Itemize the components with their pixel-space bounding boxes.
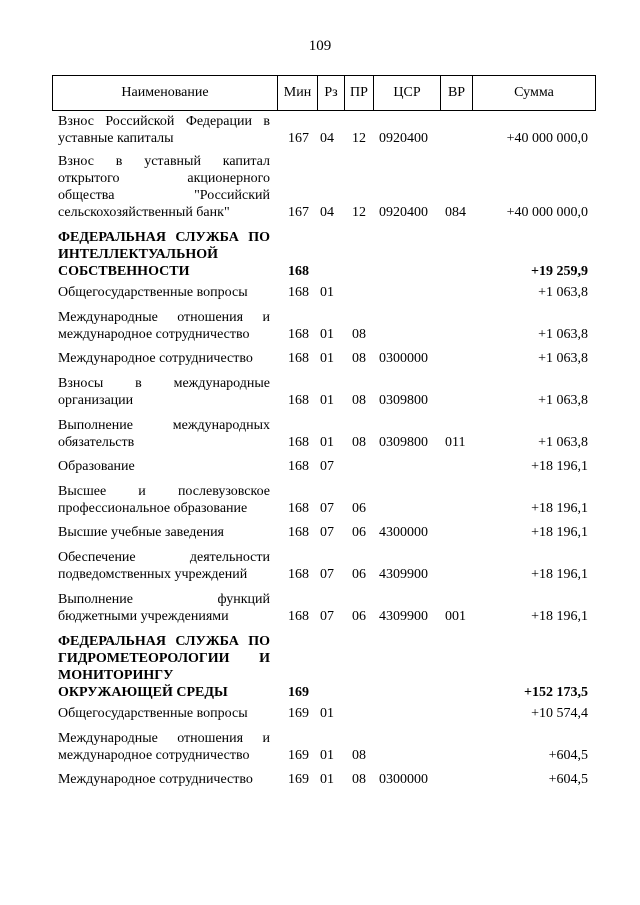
- cell-rz: 01: [320, 393, 334, 408]
- cell-min: 169: [288, 748, 309, 763]
- row-name: [58, 524, 270, 541]
- row-name-line: Общегосударственные вопросы: [58, 285, 248, 300]
- table-row: [0, 549, 640, 583]
- cell-pr: 08: [352, 327, 366, 342]
- row-name: [58, 113, 270, 147]
- table-row: [0, 350, 640, 367]
- row-name-line: Выполнение функций: [58, 592, 270, 607]
- table-row: [0, 705, 640, 722]
- row-name-line: СОБСТВЕННОСТИ: [58, 264, 190, 279]
- row-name-line: Общегосударственные вопросы: [58, 706, 248, 721]
- row-name: [58, 350, 270, 367]
- cell-sum: +10 574,4: [531, 706, 588, 721]
- cell-csr: 4300000: [379, 525, 428, 540]
- page-number: 109: [308, 38, 332, 54]
- cell-rz: 04: [320, 205, 334, 220]
- header-vr: ВР: [440, 76, 472, 110]
- cell-pr: 12: [352, 131, 366, 146]
- cell-rz: 01: [320, 748, 334, 763]
- table-row: [0, 229, 640, 280]
- row-name: [58, 633, 270, 701]
- row-name: [58, 284, 270, 301]
- cell-sum: +19 259,9: [531, 264, 588, 279]
- cell-csr: 0309800: [379, 435, 428, 450]
- row-name-line: Международное сотрудничество: [58, 772, 253, 787]
- table-row: [0, 591, 640, 625]
- cell-csr: 0309800: [379, 393, 428, 408]
- cell-sum: +18 196,1: [531, 525, 588, 540]
- cell-csr: 0920400: [379, 131, 428, 146]
- row-name: [58, 705, 270, 722]
- row-name-line: ОКРУЖАЮЩЕЙ СРЕДЫ: [58, 685, 228, 700]
- row-name-line: обязательств: [58, 435, 135, 450]
- header-min: Мин: [277, 76, 317, 110]
- row-name-line: ИНТЕЛЛЕКТУАЛЬНОЙ: [58, 247, 219, 262]
- table-row: [0, 375, 640, 409]
- cell-sum: +1 063,8: [538, 327, 588, 342]
- cell-min: 168: [288, 525, 309, 540]
- table-row: [0, 633, 640, 701]
- table-row: [0, 153, 640, 221]
- row-name: [58, 153, 270, 221]
- cell-pr: 08: [352, 393, 366, 408]
- row-name: [58, 730, 270, 764]
- row-name-line: Взнос Российской Федерации в: [58, 114, 270, 129]
- cell-min: 168: [288, 567, 309, 582]
- cell-csr: 0300000: [379, 351, 428, 366]
- row-name-line: организации: [58, 393, 134, 408]
- row-name: [58, 309, 270, 343]
- cell-min: 167: [288, 131, 309, 146]
- cell-min: 169: [288, 772, 309, 787]
- row-name-line: Международные отношения и: [58, 731, 270, 746]
- cell-min: 168: [288, 435, 309, 450]
- cell-sum: +18 196,1: [531, 501, 588, 516]
- cell-sum: +18 196,1: [531, 567, 588, 582]
- cell-min: 168: [288, 351, 309, 366]
- cell-sum: +40 000 000,0: [506, 131, 588, 146]
- cell-min: 168: [288, 501, 309, 516]
- row-name-line: Взносы в международные: [58, 376, 270, 391]
- row-name-line: открытого акционерного: [58, 171, 270, 186]
- cell-rz: 01: [320, 327, 334, 342]
- row-name-line: Международное сотрудничество: [58, 351, 253, 366]
- row-name: [58, 417, 270, 451]
- row-name-line: Международные отношения и: [58, 310, 270, 325]
- table-row: [0, 730, 640, 764]
- cell-rz: 01: [320, 435, 334, 450]
- cell-sum: +18 196,1: [531, 459, 588, 474]
- cell-sum: +18 196,1: [531, 609, 588, 624]
- cell-min: 167: [288, 205, 309, 220]
- header-rz: Рз: [317, 76, 344, 110]
- table-row: [0, 309, 640, 343]
- row-name-line: ГИДРОМЕТЕОРОЛОГИИ И: [58, 651, 270, 666]
- cell-pr: 12: [352, 205, 366, 220]
- cell-vr: 001: [445, 609, 466, 624]
- table-row: [0, 458, 640, 475]
- cell-min: 168: [288, 459, 309, 474]
- row-name-line: общества "Российский: [58, 188, 270, 203]
- header-csr: ЦСР: [373, 76, 440, 110]
- cell-min: 168: [288, 285, 309, 300]
- cell-sum: +152 173,5: [524, 685, 588, 700]
- cell-rz: 01: [320, 772, 334, 787]
- cell-min: 168: [288, 393, 309, 408]
- row-name: [58, 549, 270, 583]
- row-name: [58, 458, 270, 475]
- cell-sum: +1 063,8: [538, 285, 588, 300]
- cell-rz: 04: [320, 131, 334, 146]
- cell-rz: 07: [320, 567, 334, 582]
- cell-min: 168: [288, 327, 309, 342]
- row-name-line: МОНИТОРИНГУ: [58, 668, 174, 683]
- row-name-line: Взнос в уставный капитал: [58, 154, 270, 169]
- row-name-line: Выполнение международных: [58, 418, 270, 433]
- row-name-line: уставные капиталы: [58, 131, 174, 146]
- row-name-line: ФЕДЕРАЛЬНАЯ СЛУЖБА ПО: [58, 230, 270, 245]
- row-name: [58, 229, 270, 280]
- row-name-line: подведомственных учреждений: [58, 567, 248, 582]
- row-name-line: профессиональное образование: [58, 501, 248, 516]
- cell-pr: 06: [352, 501, 366, 516]
- cell-rz: 07: [320, 459, 334, 474]
- table-row: [0, 113, 640, 147]
- cell-rz: 01: [320, 285, 334, 300]
- cell-sum: +604,5: [548, 772, 588, 787]
- row-name-line: Высшие учебные заведения: [58, 525, 224, 540]
- cell-sum: +604,5: [548, 748, 588, 763]
- cell-rz: 07: [320, 525, 334, 540]
- cell-pr: 06: [352, 567, 366, 582]
- table-row: [0, 771, 640, 788]
- cell-sum: +1 063,8: [538, 351, 588, 366]
- cell-rz: 01: [320, 351, 334, 366]
- cell-pr: 08: [352, 772, 366, 787]
- cell-min: 169: [288, 685, 309, 700]
- row-name-line: международное сотрудничество: [58, 748, 250, 763]
- row-name: [58, 591, 270, 625]
- row-name-line: Высшее и послевузовское: [58, 484, 270, 499]
- table-row: [0, 284, 640, 301]
- table-row: [0, 524, 640, 541]
- cell-pr: 08: [352, 435, 366, 450]
- cell-rz: 07: [320, 609, 334, 624]
- row-name-line: Образование: [58, 459, 135, 474]
- header-name: Наименование: [121, 85, 209, 100]
- cell-rz: 01: [320, 706, 334, 721]
- cell-sum: +1 063,8: [538, 435, 588, 450]
- cell-pr: 08: [352, 351, 366, 366]
- cell-vr: 011: [445, 435, 466, 450]
- row-name-line: сельскохозяйственный банк": [58, 205, 230, 220]
- cell-rz: 07: [320, 501, 334, 516]
- row-name-line: международное сотрудничество: [58, 327, 250, 342]
- cell-csr: 0920400: [379, 205, 428, 220]
- row-name: [58, 483, 270, 517]
- cell-csr: 4309900: [379, 567, 428, 582]
- row-name-line: бюджетными учреждениями: [58, 609, 229, 624]
- cell-csr: 0300000: [379, 772, 428, 787]
- cell-sum: +1 063,8: [538, 393, 588, 408]
- cell-sum: +40 000 000,0: [506, 205, 588, 220]
- cell-pr: 06: [352, 525, 366, 540]
- cell-vr: 084: [445, 205, 466, 220]
- row-name-line: Обеспечение деятельности: [58, 550, 270, 565]
- row-name-line: ФЕДЕРАЛЬНАЯ СЛУЖБА ПО: [58, 634, 270, 649]
- table-row: [0, 483, 640, 517]
- header-pr: ПР: [344, 76, 373, 110]
- row-name: [58, 375, 270, 409]
- cell-min: 168: [288, 609, 309, 624]
- cell-min: 168: [288, 264, 309, 279]
- cell-pr: 08: [352, 748, 366, 763]
- cell-min: 169: [288, 706, 309, 721]
- row-name: [58, 771, 270, 788]
- table-row: [0, 417, 640, 451]
- header-sum: Сумма: [472, 76, 595, 110]
- cell-csr: 4309900: [379, 609, 428, 624]
- cell-pr: 06: [352, 609, 366, 624]
